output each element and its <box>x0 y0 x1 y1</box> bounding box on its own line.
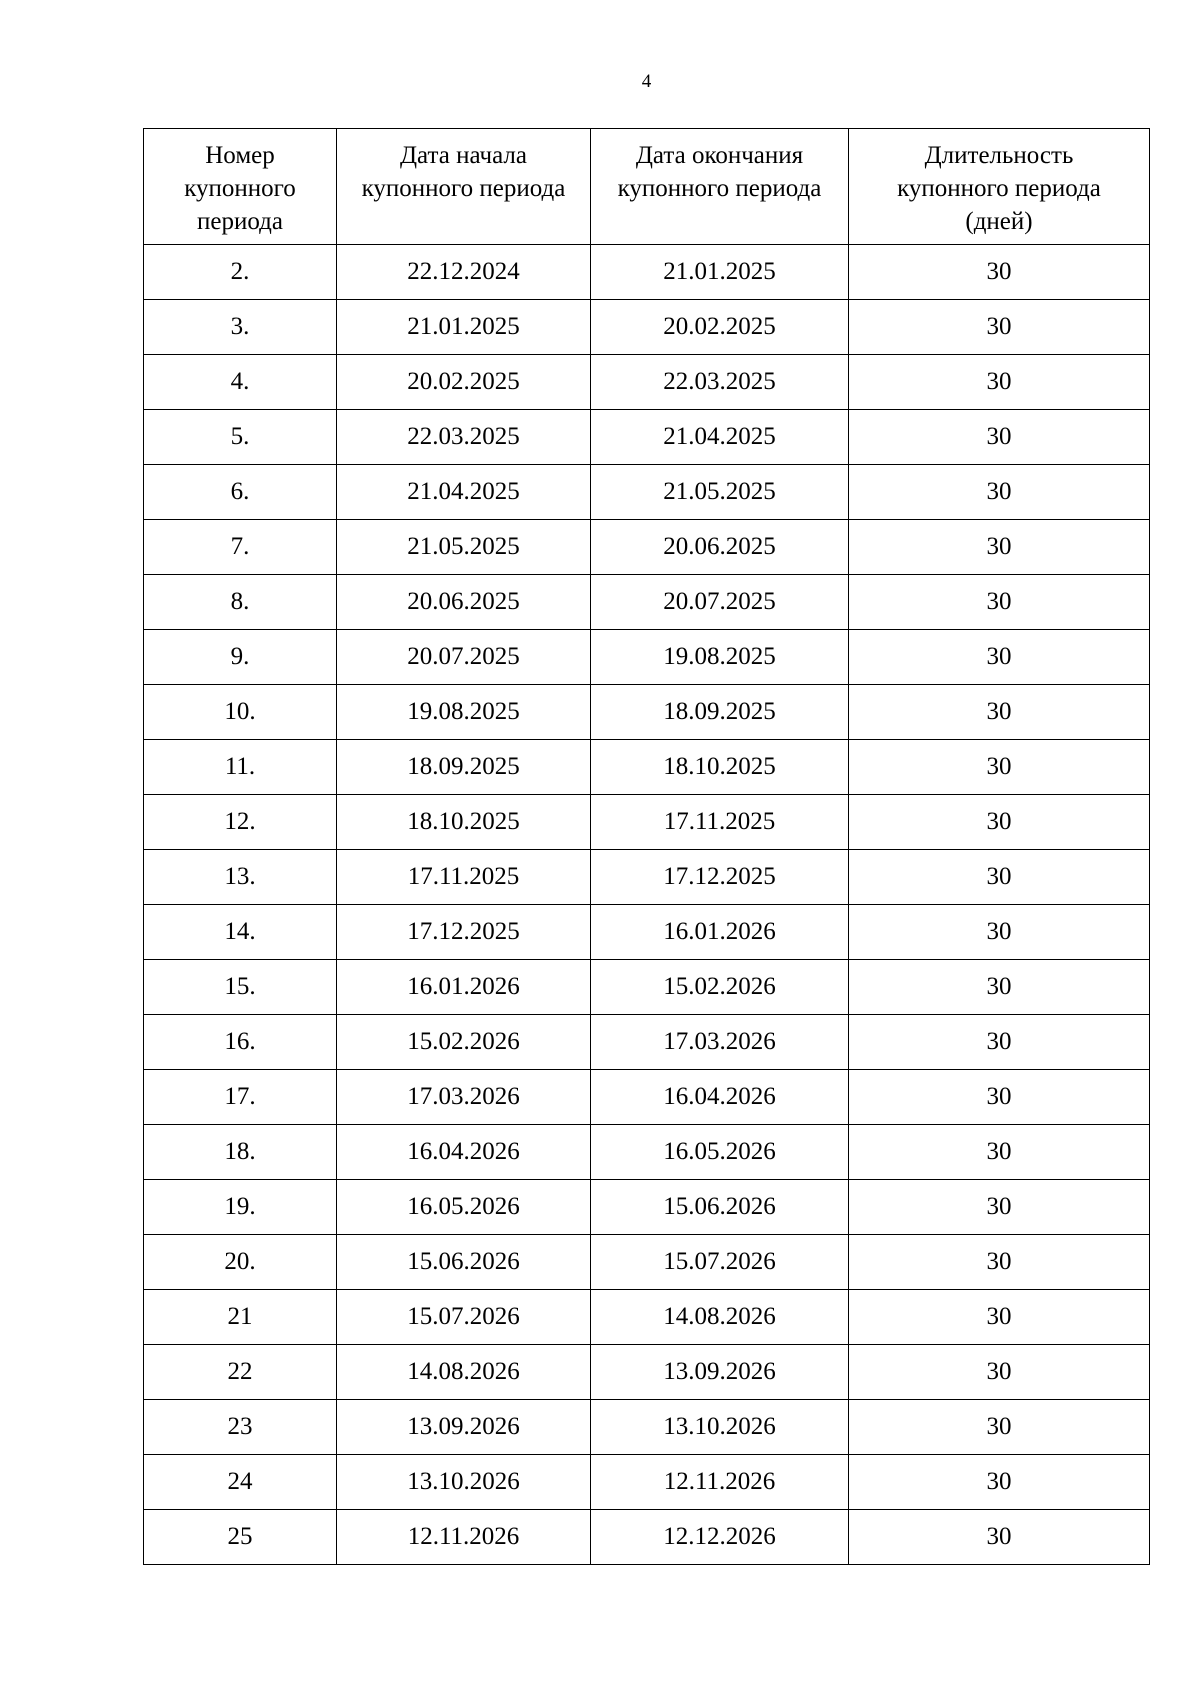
cell-period-number: 21 <box>144 1290 337 1345</box>
cell-duration: 30 <box>849 1510 1150 1565</box>
cell-duration: 30 <box>849 1015 1150 1070</box>
table-row <box>144 355 1150 410</box>
header-line: Дата окончания <box>635 142 804 169</box>
cell-end-date: 12.11.2026 <box>591 1455 849 1510</box>
cell-period-number: 13. <box>144 850 337 905</box>
cell-end-date: 12.12.2026 <box>591 1510 849 1565</box>
cell-start-date: 21.01.2025 <box>337 300 591 355</box>
header-duration <box>849 129 1150 245</box>
header-line: купонного периода <box>361 175 566 202</box>
cell-period-number: 23 <box>144 1400 337 1455</box>
cell-duration: 30 <box>849 740 1150 795</box>
cell-end-date: 15.07.2026 <box>591 1235 849 1290</box>
cell-start-date: 13.09.2026 <box>337 1400 591 1455</box>
cell-start-date: 15.02.2026 <box>337 1015 591 1070</box>
table-row <box>144 740 1150 795</box>
table-row <box>144 1180 1150 1235</box>
cell-period-number: 15. <box>144 960 337 1015</box>
header-line: Длительность <box>924 142 1074 169</box>
table-row <box>144 1015 1150 1070</box>
cell-period-number: 3. <box>144 300 337 355</box>
cell-period-number: 5. <box>144 410 337 465</box>
cell-end-date: 15.02.2026 <box>591 960 849 1015</box>
cell-end-date: 16.05.2026 <box>591 1125 849 1180</box>
cell-end-date: 17.03.2026 <box>591 1015 849 1070</box>
cell-period-number: 8. <box>144 575 337 630</box>
cell-end-date: 13.09.2026 <box>591 1345 849 1400</box>
cell-end-date: 16.04.2026 <box>591 1070 849 1125</box>
cell-start-date: 16.04.2026 <box>337 1125 591 1180</box>
cell-duration: 30 <box>849 1070 1150 1125</box>
cell-duration: 30 <box>849 1345 1150 1400</box>
cell-period-number: 7. <box>144 520 337 575</box>
cell-start-date: 13.10.2026 <box>337 1455 591 1510</box>
header-line: купонного периода <box>617 175 822 202</box>
table-row <box>144 630 1150 685</box>
cell-start-date: 17.12.2025 <box>337 905 591 960</box>
cell-end-date: 17.12.2025 <box>591 850 849 905</box>
cell-duration: 30 <box>849 1235 1150 1290</box>
cell-end-date: 21.05.2025 <box>591 465 849 520</box>
cell-duration: 30 <box>849 905 1150 960</box>
cell-duration: 30 <box>849 795 1150 850</box>
cell-duration: 30 <box>849 410 1150 465</box>
cell-end-date: 21.04.2025 <box>591 410 849 465</box>
cell-start-date: 12.11.2026 <box>337 1510 591 1565</box>
cell-duration: 30 <box>849 575 1150 630</box>
cell-start-date: 14.08.2026 <box>337 1345 591 1400</box>
cell-period-number: 20. <box>144 1235 337 1290</box>
cell-period-number: 9. <box>144 630 337 685</box>
cell-period-number: 12. <box>144 795 337 850</box>
cell-duration: 30 <box>849 355 1150 410</box>
cell-start-date: 16.01.2026 <box>337 960 591 1015</box>
cell-start-date: 17.03.2026 <box>337 1070 591 1125</box>
cell-start-date: 22.12.2024 <box>337 245 591 300</box>
header-line: купонного периода <box>897 175 1101 202</box>
cell-start-date: 18.09.2025 <box>337 740 591 795</box>
cell-period-number: 25 <box>144 1510 337 1565</box>
cell-duration: 30 <box>849 1180 1150 1235</box>
header-line: Номер <box>205 142 275 169</box>
table-header <box>144 129 1150 245</box>
table-body <box>144 245 1150 1565</box>
cell-period-number: 17. <box>144 1070 337 1125</box>
table-row <box>144 410 1150 465</box>
cell-start-date: 22.03.2025 <box>337 410 591 465</box>
header-line: периода <box>197 208 283 235</box>
table-row <box>144 685 1150 740</box>
header-period-number <box>144 129 337 245</box>
cell-start-date: 18.10.2025 <box>337 795 591 850</box>
cell-start-date: 19.08.2025 <box>337 685 591 740</box>
cell-start-date: 20.02.2025 <box>337 355 591 410</box>
header-line: (дней) <box>965 208 1033 235</box>
table-row <box>144 960 1150 1015</box>
table-row <box>144 575 1150 630</box>
header-end-date <box>591 129 849 245</box>
cell-period-number: 6. <box>144 465 337 520</box>
cell-period-number: 22 <box>144 1345 337 1400</box>
cell-end-date: 19.08.2025 <box>591 630 849 685</box>
cell-end-date: 20.02.2025 <box>591 300 849 355</box>
cell-start-date: 15.06.2026 <box>337 1235 591 1290</box>
cell-end-date: 20.06.2025 <box>591 520 849 575</box>
cell-period-number: 2. <box>144 245 337 300</box>
table-row <box>144 1455 1150 1510</box>
cell-start-date: 15.07.2026 <box>337 1290 591 1345</box>
cell-end-date: 14.08.2026 <box>591 1290 849 1345</box>
table-row <box>144 1235 1150 1290</box>
cell-duration: 30 <box>849 300 1150 355</box>
cell-start-date: 17.11.2025 <box>337 850 591 905</box>
cell-duration: 30 <box>849 630 1150 685</box>
cell-period-number: 4. <box>144 355 337 410</box>
table-row <box>144 905 1150 960</box>
table-row <box>144 465 1150 520</box>
cell-period-number: 10. <box>144 685 337 740</box>
cell-period-number: 11. <box>144 740 337 795</box>
coupon-periods-table <box>143 128 1150 1565</box>
cell-duration: 30 <box>849 520 1150 575</box>
cell-end-date: 18.09.2025 <box>591 685 849 740</box>
header-row <box>144 129 1150 245</box>
cell-duration: 30 <box>849 1455 1150 1510</box>
cell-end-date: 18.10.2025 <box>591 740 849 795</box>
cell-start-date: 20.07.2025 <box>337 630 591 685</box>
cell-duration: 30 <box>849 960 1150 1015</box>
table-row <box>144 1290 1150 1345</box>
cell-period-number: 16. <box>144 1015 337 1070</box>
table-row <box>144 850 1150 905</box>
cell-end-date: 16.01.2026 <box>591 905 849 960</box>
cell-duration: 30 <box>849 245 1150 300</box>
cell-duration: 30 <box>849 465 1150 520</box>
table-row <box>144 1510 1150 1565</box>
cell-duration: 30 <box>849 685 1150 740</box>
cell-end-date: 13.10.2026 <box>591 1400 849 1455</box>
cell-end-date: 20.07.2025 <box>591 575 849 630</box>
cell-period-number: 19. <box>144 1180 337 1235</box>
header-start-date <box>337 129 591 245</box>
table-row <box>144 1070 1150 1125</box>
cell-end-date: 17.11.2025 <box>591 795 849 850</box>
table-row <box>144 300 1150 355</box>
cell-start-date: 20.06.2025 <box>337 575 591 630</box>
table-row <box>144 245 1150 300</box>
cell-start-date: 21.05.2025 <box>337 520 591 575</box>
cell-duration: 30 <box>849 1400 1150 1455</box>
cell-end-date: 22.03.2025 <box>591 355 849 410</box>
cell-period-number: 24 <box>144 1455 337 1510</box>
cell-start-date: 21.04.2025 <box>337 465 591 520</box>
cell-period-number: 18. <box>144 1125 337 1180</box>
page-number: 4 <box>641 71 652 92</box>
cell-end-date: 15.06.2026 <box>591 1180 849 1235</box>
cell-duration: 30 <box>849 1290 1150 1345</box>
cell-end-date: 21.01.2025 <box>591 245 849 300</box>
cell-start-date: 16.05.2026 <box>337 1180 591 1235</box>
header-line: купонного <box>184 175 296 202</box>
table-row <box>144 520 1150 575</box>
cell-period-number: 14. <box>144 905 337 960</box>
cell-duration: 30 <box>849 1125 1150 1180</box>
table-row <box>144 1345 1150 1400</box>
table-row <box>144 1400 1150 1455</box>
table-row <box>144 1125 1150 1180</box>
cell-duration: 30 <box>849 850 1150 905</box>
table-row <box>144 795 1150 850</box>
header-line: Дата начала <box>399 142 527 169</box>
